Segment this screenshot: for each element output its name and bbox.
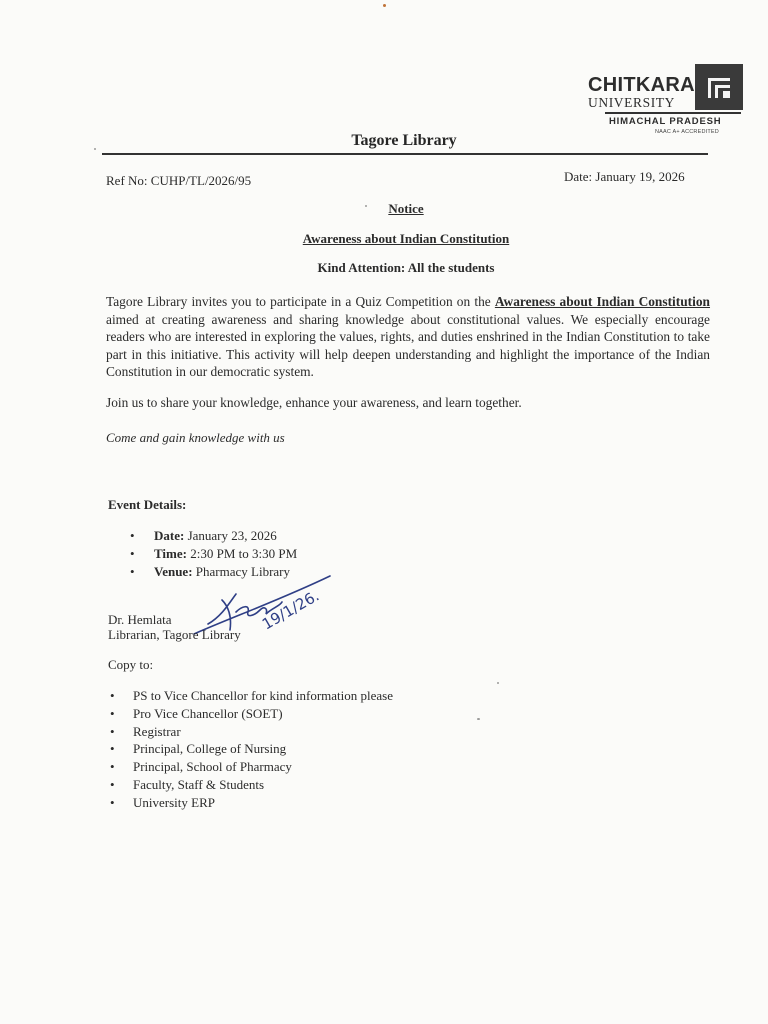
copy-to-list: [108, 687, 393, 812]
scan-speck: [365, 205, 367, 207]
notice-label: Notice: [388, 201, 424, 216]
library-title: Tagore Library: [351, 132, 457, 149]
list-item: • Faculty, Staff & Students: [108, 776, 393, 794]
event-date-key: Date:: [154, 528, 185, 543]
scan-speck: [477, 718, 480, 720]
reference-number: Ref No: CUHP/TL/2026/95: [106, 173, 252, 188]
event-venue-key: Venue:: [154, 564, 193, 579]
logo-accreditation-text: NAAC A+ ACCREDITED: [655, 129, 719, 135]
list-item: • Principal, College of Nursing: [108, 740, 393, 758]
event-date-item: [128, 527, 297, 545]
join-line: Join us to share your knowledge, enhance your awareness, and learn together.: [106, 395, 522, 410]
list-item: • Pro Vice Chancellor (SOET): [108, 705, 393, 723]
event-date-value: January 23, 2026: [184, 528, 277, 543]
body-paragraph: [106, 293, 710, 381]
logo-divider: [605, 112, 741, 114]
body-rest: aimed at creating awareness and sharing knowledge about constitutional values. We especially encourage readers who are interested in exploring the values, rights, and duties enshrined in the Indian Constitution to take part in this initiative. This activity will help deepen understanding and highlight the importance of the Indian Constitution in our democratic system.: [106, 311, 710, 379]
list-item: • Principal, School of Pharmacy: [108, 758, 393, 776]
notice-subject: Awareness about Indian Constitution: [302, 231, 510, 246]
body-highlight: Awareness about Indian Constitution: [494, 294, 711, 309]
event-venue-value: Pharmacy Library: [192, 564, 290, 579]
notice-date: Date: January 19, 2026: [564, 169, 685, 184]
logo-emblem-icon: [695, 64, 743, 110]
list-item: • Registrar: [108, 723, 393, 741]
signatory-role: Librarian, Tagore Library: [108, 627, 241, 642]
tagline: Come and gain knowledge with us: [106, 430, 285, 445]
event-details-heading: Event Details:: [108, 497, 187, 512]
copy-to-heading: Copy to:: [108, 657, 154, 672]
event-time-value: 2:30 PM to 3:30 PM: [186, 546, 298, 561]
header-divider: [102, 153, 708, 155]
list-item: • PS to Vice Chancellor for kind information please: [108, 687, 393, 705]
logo-wordmark: CHITKARA: [588, 74, 695, 96]
university-logo: [585, 62, 745, 142]
event-time-key: Time:: [154, 546, 187, 561]
scan-speck: [383, 4, 386, 7]
body-intro: Tagore Library invites you to participate in a Quiz Competition on the: [106, 294, 495, 309]
handwritten-date: 19/1/26.: [259, 586, 323, 634]
logo-university-text: UNIVERSITY: [588, 95, 675, 110]
logo-region-text: HIMACHAL PRADESH: [609, 116, 722, 127]
scan-speck: [497, 682, 499, 684]
signatory-name: Dr. Hemlata: [108, 612, 172, 627]
event-time-item: [128, 545, 297, 563]
scan-speck: [94, 148, 96, 150]
list-item: • University ERP: [108, 794, 393, 812]
notice-attention: Kind Attention: All the students: [317, 260, 495, 275]
